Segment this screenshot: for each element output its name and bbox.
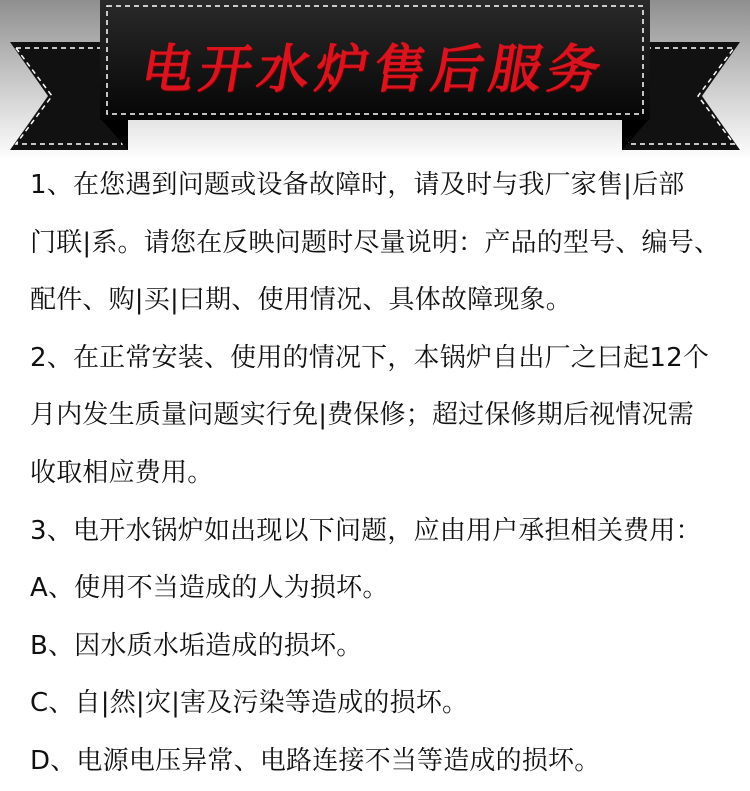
text-line-4: 2、在正常安装、使用的情况下，本锅炉自出厂之曰起12个 (30, 342, 710, 373)
text-line-8: A、使用不当造成的人为损坏。 (30, 573, 389, 604)
page-title: 电开水炉售后服务 (136, 38, 612, 100)
text-line-11: D、电源电压异常、电路连接不当等造成的损坏。 (30, 745, 601, 776)
title-banner (0, 0, 750, 160)
service-terms (30, 157, 730, 791)
text-line-3: 配件、购|买|曰期、使用情况、具体故障现象。 (30, 285, 572, 316)
text-line-9: B、因水质水垢造成的损坏。 (30, 630, 363, 661)
text-line-1: 1、在您遇到问题或设备故障时，请及时与我厂家售|后部 (30, 170, 685, 200)
text-line-5: 月内发生质量问题实行免|费保修；超过保修期后视情况需 (30, 400, 694, 431)
text-line-7: 3、电开水锅炉如出现以下问题，应由用户承担相关费用： (30, 515, 702, 546)
text-line-2: 门联|系。请您在反映问题时尽量说明：产品的型号、编号、 (30, 227, 721, 258)
text-line-6: 收取相应费用。 (30, 457, 214, 488)
text-line-10: C、自|然|灾|害及污染等造成的损坏。 (30, 688, 469, 719)
